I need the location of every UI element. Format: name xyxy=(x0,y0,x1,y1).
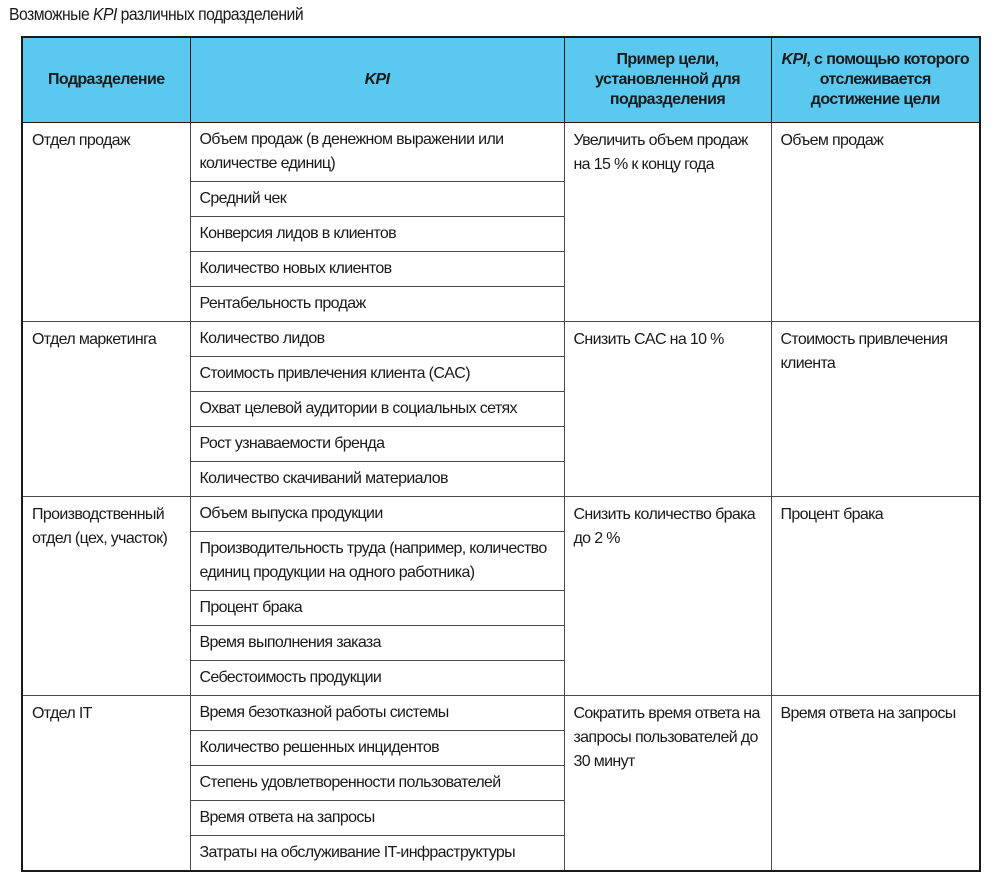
department-cell: Отдел продаж xyxy=(22,123,190,322)
goal-cell: Увеличить объем продаж на 15 % к концу года xyxy=(564,123,771,322)
header-department: Подразделение xyxy=(22,37,190,123)
goal-cell: Снизить количество брака до 2 % xyxy=(564,497,771,696)
kpi-cell: Время безотказной работы системы xyxy=(190,696,564,731)
kpi-cell: Количество новых клиентов xyxy=(190,252,564,287)
kpi-cell: Средний чек xyxy=(190,182,564,217)
tracking-kpi-cell: Стоимость привлечения клиента xyxy=(771,322,980,497)
table-row xyxy=(22,497,980,532)
kpi-cell: Конверсия лидов в клиентов xyxy=(190,217,564,252)
header-tracking-kpi xyxy=(771,37,980,123)
department-cell: Отдел IT xyxy=(22,696,190,872)
kpi-cell: Процент брака xyxy=(190,591,564,626)
goal-cell: Сократить время ответа на запросы пользователей до 30 минут xyxy=(564,696,771,872)
header-tracking-kpi-italic: KPI xyxy=(781,51,807,68)
kpi-cell: Затраты на обслуживание IT-инфраструктуры xyxy=(190,836,564,872)
caption-suffix: различных подразделений xyxy=(116,4,304,24)
kpi-cell: Объем продаж (в денежном выражении или количестве единиц) xyxy=(190,123,564,182)
kpi-cell: Количество решенных инцидентов xyxy=(190,731,564,766)
kpi-cell: Количество лидов xyxy=(190,322,564,357)
table-header-row xyxy=(22,37,980,123)
kpi-cell: Рост узнаваемости бренда xyxy=(190,427,564,462)
department-cell: Производственный отдел (цех, участок) xyxy=(22,497,190,696)
tracking-kpi-cell: Процент брака xyxy=(771,497,980,696)
kpi-cell: Количество скачиваний материалов xyxy=(190,462,564,497)
kpi-cell: Охват целевой аудитории в социальных сетях xyxy=(190,392,564,427)
caption-kpi-word: KPI xyxy=(93,4,117,24)
table-row xyxy=(22,696,980,731)
table-row xyxy=(22,322,980,357)
department-cell: Отдел маркетинга xyxy=(22,322,190,497)
kpi-cell: Себестоимость продукции xyxy=(190,661,564,696)
tracking-kpi-cell: Время ответа на запросы xyxy=(771,696,980,872)
kpi-cell: Производительность труда (например, количество единиц продукции на одного работника) xyxy=(190,532,564,591)
kpi-cell: Степень удовлетворенности пользователей xyxy=(190,766,564,801)
goal-cell: Снизить CAC на 10 % xyxy=(564,322,771,497)
kpi-table xyxy=(21,36,981,872)
header-kpi: KPI xyxy=(190,37,564,123)
table-row xyxy=(22,123,980,182)
kpi-cell: Стоимость привлечения клиента (CAC) xyxy=(190,357,564,392)
kpi-cell: Объем выпуска продукции xyxy=(190,497,564,532)
kpi-cell: Время выполнения заказа xyxy=(190,626,564,661)
kpi-cell: Время ответа на запросы xyxy=(190,801,564,836)
kpi-cell: Рентабельность продаж xyxy=(190,287,564,322)
tracking-kpi-cell: Объем продаж xyxy=(771,123,980,322)
header-goal-example: Пример цели, установленной для подразделения xyxy=(564,37,771,123)
caption-prefix: Возможные xyxy=(9,4,94,24)
table-caption xyxy=(9,4,303,25)
header-tracking-kpi-rest: , с помощью которого отслеживается достижение цели xyxy=(806,51,970,108)
